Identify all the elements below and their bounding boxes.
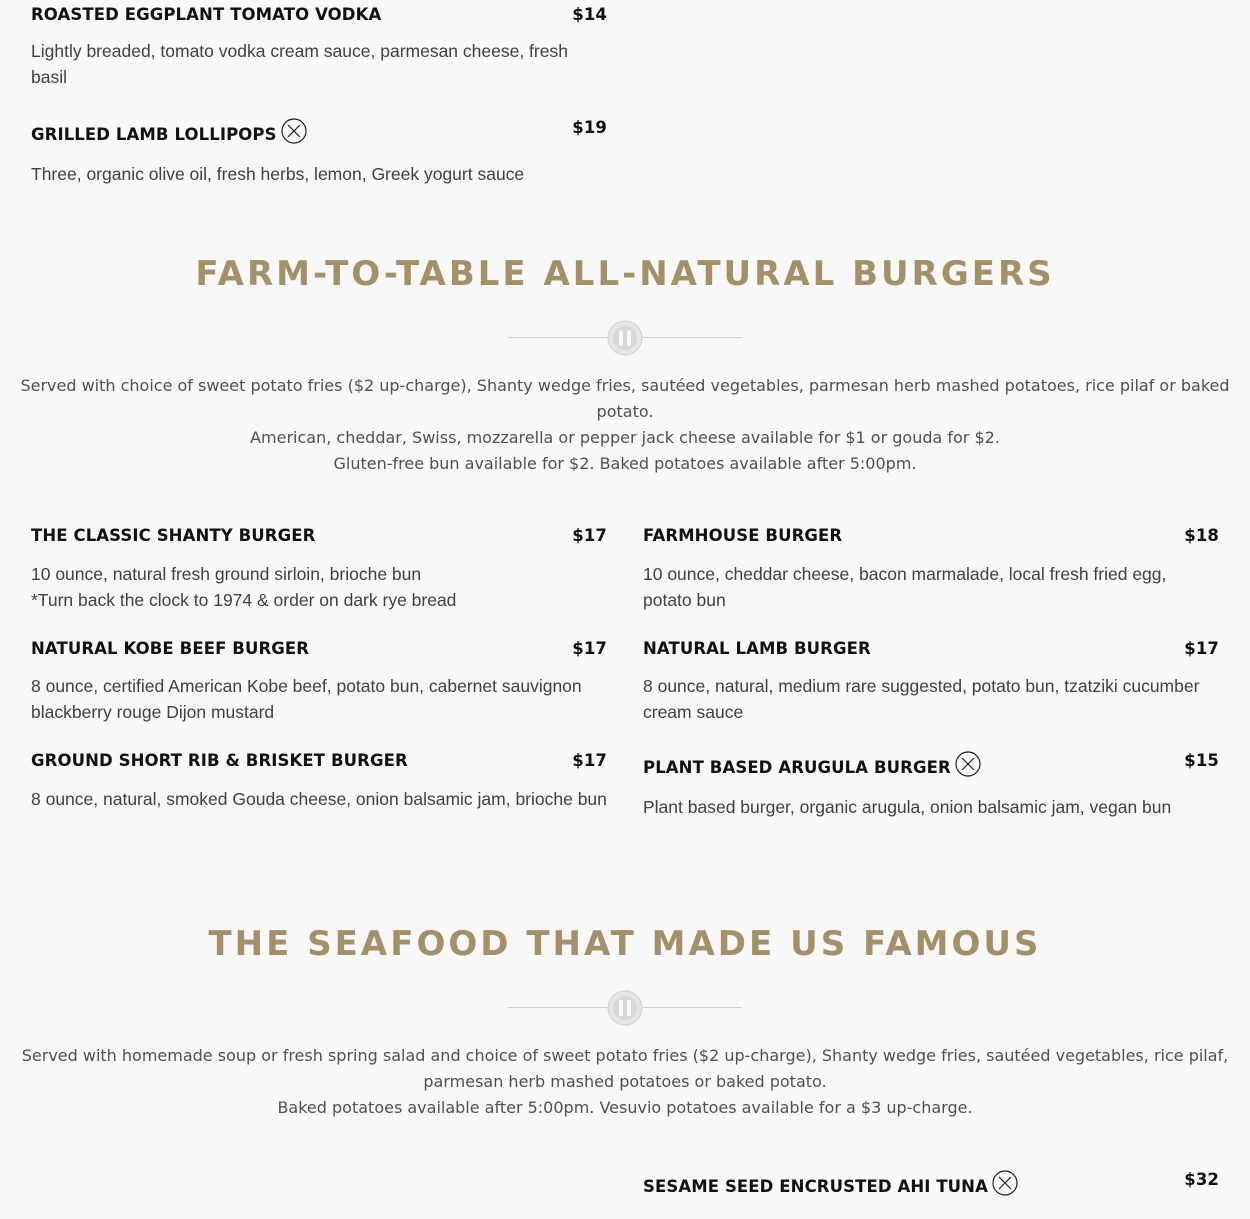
menu-item: [643, 638, 1219, 725]
menu-item-header: [643, 750, 1219, 781]
section-divider: [508, 990, 742, 1026]
menu-item-name: SESAME SEED ENCRUSTED AHI TUNA: [643, 1177, 988, 1196]
menu-item-description: Plant based burger, organic arugula, onion balsamic jam, vegan bun: [643, 797, 1172, 817]
intro-line: Served with choice of sweet potato fries ($2 up-charge), Shanty wedge fries, sautéed vegetables, parmesan herb mashed potatoes, rice pilaf or baked potato.: [20, 376, 1230, 421]
intro-line: American, cheddar, Swiss, mozzarella or pepper jack cheese available for $1 or gouda for $2.: [250, 428, 1000, 447]
intro-line: Gluten-free bun available for $2. Baked potatoes available after 5:00pm.: [333, 454, 917, 473]
menu-item-description: 10 ounce, cheddar cheese, bacon marmalade, local fresh fried egg, potato bun: [643, 564, 1167, 610]
menu-item-price: $32: [1184, 1170, 1219, 1189]
menu-item-description: Three, organic olive oil, fresh herbs, lemon, Greek yogurt sauce: [31, 164, 525, 184]
intro-line: Baked potatoes available after 5:00pm. Vesuvio potatoes available for a $3 up-charge.: [277, 1098, 973, 1117]
menu-item-price: $17: [572, 639, 607, 658]
menu-item-description: 8 ounce, certified American Kobe beef, potato bun, cabernet sauvignon blackberry rouge Dijon mustard: [31, 676, 582, 722]
menu-item-description: 8 ounce, natural, smoked Gouda cheese, onion balsamic jam, brioche bun: [31, 789, 607, 809]
menu-item: [31, 525, 607, 613]
menu-item-name: NATURAL LAMB BURGER: [643, 639, 871, 658]
menu-item-header: [31, 638, 607, 660]
section-intro-burgers: [20, 373, 1230, 477]
menu-item-price: $17: [1184, 639, 1219, 658]
menu-item-header: [31, 525, 607, 547]
section-title-burgers: FARM-TO-TABLE ALL-NATURAL BURGERS: [195, 254, 1055, 294]
menu-item-description: 10 ounce, natural fresh ground sirloin, brioche bun: [31, 564, 422, 584]
section-intro-seafood: [20, 1043, 1230, 1121]
menu-item-header: [643, 1169, 1219, 1200]
menu-item: [31, 4, 607, 90]
menu-item-price: $17: [572, 751, 607, 770]
menu-item: [643, 525, 1219, 613]
section-title-seafood: THE SEAFOOD THAT MADE US FAMOUS: [208, 924, 1042, 964]
menu-item-header: [643, 525, 1219, 547]
menu-item-header: [31, 4, 607, 26]
menu-item-price: $17: [572, 526, 607, 545]
menu-item-description: 8 ounce, natural, medium rare suggested, potato bun, tzatziki cucumber cream sauce: [643, 676, 1200, 722]
menu-item: [643, 1169, 1219, 1200]
menu-item-name: FARMHOUSE BURGER: [643, 526, 843, 545]
menu-item: [31, 750, 607, 812]
menu-item-header: [643, 638, 1219, 660]
gluten-free-icon: [992, 1170, 1018, 1196]
menu-item-price: $18: [1184, 526, 1219, 545]
gluten-free-icon: [955, 751, 981, 777]
menu-item: [31, 117, 607, 187]
menu-item-name: GRILLED LAMB LOLLIPOPS: [31, 125, 277, 144]
menu-item-name: ROASTED EGGPLANT TOMATO VODKA: [31, 5, 382, 24]
menu-item-description: Lightly breaded, tomato vodka cream sauce, parmesan cheese, fresh basil: [31, 41, 568, 87]
intro-line: Served with homemade soup or fresh spring salad and choice of sweet potato fries ($2 up-charge), Shanty wedge fries, sautéed vegetables, rice pilaf, parmesan herb mashed potatoes or baked potato.: [21, 1046, 1229, 1091]
section-divider: [508, 320, 742, 356]
menu-item: [643, 750, 1219, 820]
cutlery-icon: [607, 990, 643, 1026]
menu-item-name: NATURAL KOBE BEEF BURGER: [31, 639, 310, 658]
gluten-free-icon: [281, 118, 307, 144]
menu-item-name: GROUND SHORT RIB & BRISKET BURGER: [31, 751, 408, 770]
menu-item-price: $19: [572, 118, 607, 137]
menu-item-name: PLANT BASED ARUGULA BURGER: [643, 758, 951, 777]
menu-item-price: $14: [572, 5, 607, 24]
menu-item-note: *Turn back the clock to 1974 & order on dark rye bread: [31, 590, 457, 610]
menu-item-name: THE CLASSIC SHANTY BURGER: [31, 526, 316, 545]
cutlery-icon: [607, 320, 643, 356]
menu-item-header: [31, 750, 607, 772]
menu-item-price: $15: [1184, 751, 1219, 770]
menu-item-header: [31, 117, 607, 148]
menu-item: [31, 638, 607, 725]
